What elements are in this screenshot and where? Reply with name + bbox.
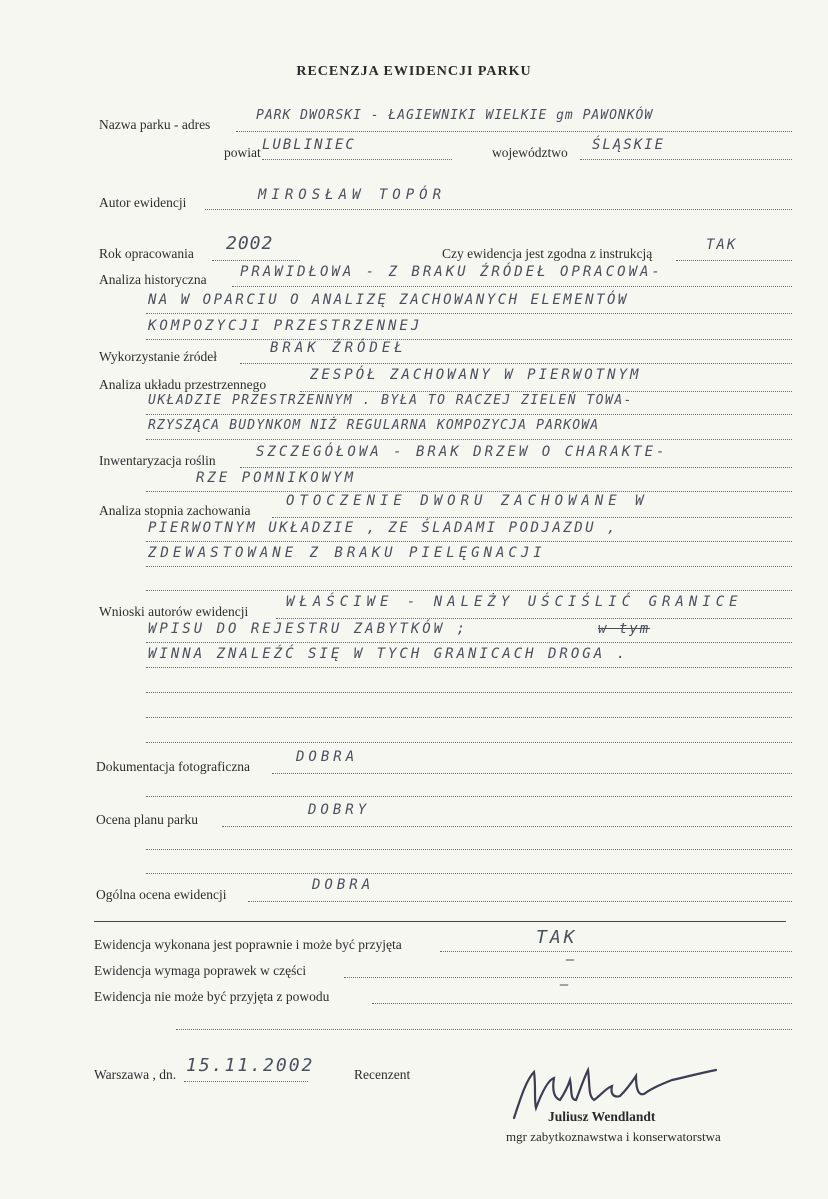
- line-historical-1: [232, 286, 792, 287]
- line-park-name: [236, 131, 792, 132]
- line-year: [212, 260, 300, 261]
- value-photo-docs: DOBRA: [296, 749, 359, 765]
- line-plan-3: [146, 873, 792, 874]
- label-sources: Wykorzystanie źródeł: [99, 349, 218, 364]
- label-year: Rok opracowania: [99, 246, 194, 261]
- label-photo-docs: Dokumentacja fotograficzna: [96, 759, 251, 774]
- line-sources: [240, 363, 792, 364]
- value-preservation-1: OTOCZENIE DWORU ZACHOWANE W: [286, 493, 649, 509]
- value-plants-2: RZE POMNIKOWYM: [196, 470, 357, 486]
- line-preservation-4: [146, 590, 792, 591]
- label-compliant: Czy ewidencja jest zgodna z instrukcją: [442, 246, 653, 261]
- line-photo-2: [146, 796, 792, 797]
- value-date: 15.11.2002: [186, 1055, 315, 1076]
- value-spatial-2: UKŁADZIE PRZESTRZENNYM . BYŁA TO RACZEJ ZIELEŃ TOWA-: [148, 393, 633, 408]
- value-park-name: PARK DWORSKI - ŁAGIEWNIKI WIELKIE gm PAWONKÓW: [256, 108, 654, 123]
- line-county: [262, 159, 452, 160]
- line-photo-1: [272, 773, 792, 774]
- line-rejected-2: [176, 1029, 792, 1030]
- value-voivodeship: ŚLĄSKIE: [592, 137, 666, 153]
- label-place-date: Warszawa , dn.: [94, 1067, 177, 1082]
- value-spatial-3: RZYSZĄCA BUDYNKOM NIŻ REGULARNA KOMPOZYCJA PARKOWA: [148, 418, 600, 433]
- line-historical-3: [146, 339, 792, 340]
- line-spatial-3: [146, 439, 792, 440]
- value-author: MIROSŁAW TOPÓR: [258, 187, 447, 203]
- value-plan-rating: DOBRY: [308, 802, 371, 818]
- label-author: Autor ewidencji: [99, 195, 187, 210]
- line-historical-2: [146, 313, 792, 314]
- value-rejected: —: [560, 977, 571, 993]
- label-plant-inventory: Inwentaryzacja roślin: [99, 453, 216, 468]
- label-county: powiat: [224, 145, 261, 160]
- reviewer-name: Juliusz Wendlandt: [548, 1109, 656, 1124]
- line-author: [205, 209, 792, 210]
- value-spatial-1: ZESPÓŁ ZACHOWANY W PIERWOTNYM: [310, 367, 642, 383]
- value-conclusions-2a: WPISU DO REJESTRU ZABYTKÓW ;: [148, 621, 469, 637]
- label-voivodeship: województwo: [492, 145, 568, 160]
- line-voivodeship: [580, 159, 792, 160]
- value-accepted: TAK: [536, 927, 578, 948]
- line-preservation-2: [146, 541, 792, 542]
- label-overall-rating: Ogólna ocena ewidencji: [96, 887, 227, 902]
- line-conclusions-4: [146, 692, 792, 693]
- line-plan-1: [222, 826, 792, 827]
- value-preservation-3: ZDEWASTOWANE Z BRAKU PIELĘGNACJI: [148, 545, 546, 561]
- label-preservation: Analiza stopnia zachowania: [99, 503, 251, 518]
- line-accepted: [440, 951, 792, 952]
- label-needs-corrections: Ewidencja wymaga poprawek w części: [94, 963, 307, 978]
- label-spatial-analysis: Analiza układu przestrzennego: [99, 377, 267, 392]
- line-preservation-3: [146, 566, 792, 567]
- value-historical-3: KOMPOZYCJI PRZESTRZENNEJ: [148, 318, 423, 334]
- label-conclusions: Wnioski autorów ewidencji: [99, 604, 249, 619]
- value-needs-corrections: —: [566, 952, 577, 968]
- line-conclusions-5: [146, 717, 792, 718]
- line-plants-2: [146, 491, 792, 492]
- value-overall-rating: DOBRA: [312, 877, 375, 893]
- label-accepted: Ewidencja wykonana jest poprawnie i może być przyjęta: [94, 937, 402, 952]
- label-park-name: Nazwa parku - adres: [99, 117, 211, 132]
- line-overall: [248, 901, 792, 902]
- value-historical-1: PRAWIDŁOWA - Z BRAKU ŹRÓDEŁ OPRACOWA-: [240, 264, 663, 280]
- section-divider: [94, 921, 786, 922]
- value-sources: BRAK ŹRÓDEŁ: [270, 340, 407, 356]
- label-rejected: Ewidencja nie może być przyjęta z powodu: [94, 989, 330, 1004]
- line-plan-2: [146, 849, 792, 850]
- value-county: LUBLINIEC: [262, 137, 356, 153]
- label-historical-analysis: Analiza historyczna: [99, 272, 207, 287]
- line-preservation-1: [272, 517, 792, 518]
- label-plan-rating: Ocena planu parku: [96, 812, 198, 827]
- line-rejected-1: [372, 1003, 792, 1004]
- line-spatial-2: [146, 414, 792, 415]
- value-compliant: TAK: [706, 237, 738, 253]
- line-conclusions-3: [146, 667, 792, 668]
- value-conclusions-1: WŁAŚCIWE - NALEŻY UŚCIŚLIĆ GRANICE: [286, 594, 743, 610]
- value-historical-2: NA W OPARCIU O ANALIZĘ ZACHOWANYCH ELEMENTÓW: [148, 292, 629, 308]
- line-conclusions-1: [276, 618, 792, 619]
- reviewer-title: mgr zabytkoznawstwa i konserwatorstwa: [506, 1129, 721, 1144]
- line-spatial-1: [300, 391, 792, 392]
- line-date: [184, 1081, 308, 1082]
- line-compliant: [676, 260, 792, 261]
- value-year: 2002: [226, 233, 274, 254]
- line-conclusions-2: [146, 642, 792, 643]
- label-reviewer: Recenzent: [354, 1067, 411, 1082]
- value-plants-1: SZCZEGÓŁOWA - BRAK DRZEW O CHARAKTE-: [256, 444, 668, 460]
- value-preservation-2: PIERWOTNYM UKŁADZIE , ZE ŚLADAMI PODJAZDU ,: [148, 520, 618, 536]
- line-conclusions-6: [146, 742, 792, 743]
- line-plants-1: [240, 467, 792, 468]
- value-conclusions-3: WINNA ZNALEŹĆ SIĘ W TYCH GRANICACH DROGA .: [148, 646, 629, 662]
- value-conclusions-2b: w tym: [598, 621, 651, 637]
- form-title: RECENZJA EWIDENCJI PARKU: [296, 64, 532, 79]
